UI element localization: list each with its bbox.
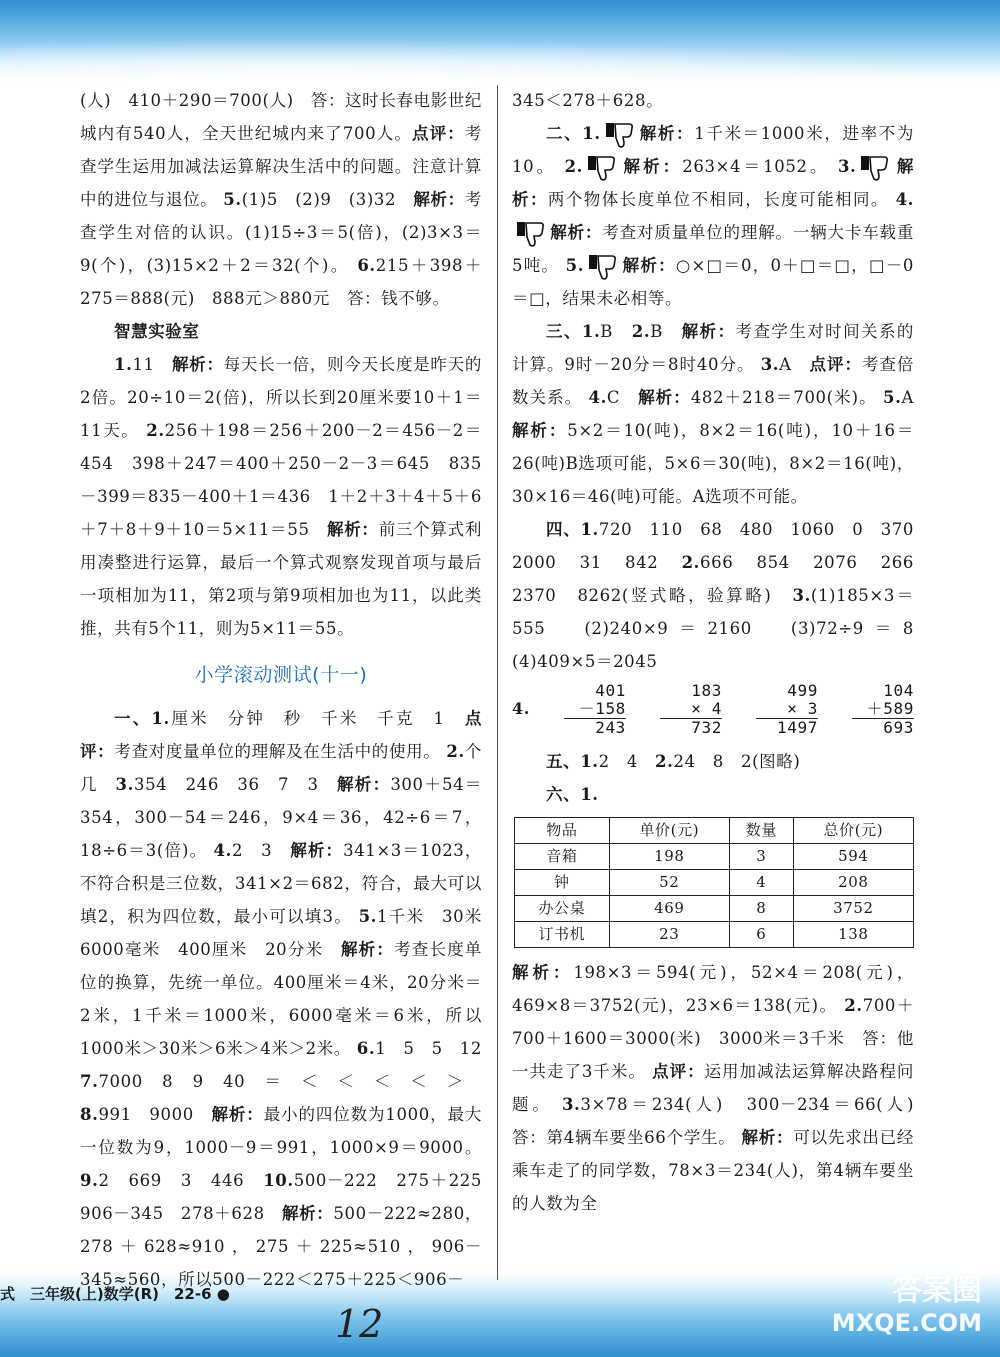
calc-operand: × 3 [756,700,818,719]
thumbs-down-icon [605,122,635,148]
item-number: 四、1. [546,520,599,539]
text: 482＋218＝700(米)。 [690,388,877,407]
label-analysis: 解析： [638,388,691,407]
label-comment: 点评： [80,709,482,761]
test-part-four [512,513,932,678]
text: 7000 8 9 40 ＝ ＜ ＜ ＜ ＜ ＞ [98,1072,482,1091]
item-number: 三、1. [546,322,601,341]
table-cell: 4 [729,870,793,896]
continuation-line: 345＜278＋628。 [512,91,664,110]
item-number: 4. [588,388,607,407]
calc-operand: 401 [595,681,626,700]
vertical-calc-2 [660,682,722,737]
thumbs-down-icon [516,221,546,247]
text: 考查学生对时间关系的计算。9时－20分＝8时40分。 [512,322,915,374]
text: 1千米 30米 6000毫米 400厘米 20分米 [80,907,500,959]
test-part-three [512,315,914,513]
table-cell: 208 [793,870,913,896]
item-number: 2. [446,742,465,761]
text: 500－222 275＋225 906－345 278＋628 [80,1171,500,1223]
top-decorative-band [0,0,1000,82]
label-analysis: 解析： [621,157,683,176]
test-part-two [512,117,914,315]
text: 300＋54＝354，300－54＝246，9×4＝36，42÷6＝7，18÷6＝3(倍)。 [80,775,482,860]
text: 720 110 68 480 1060 0 370 2000 31 842 [512,520,932,572]
column-header: 数量 [729,818,793,844]
text: 运用加减法运算解决路程问题。 [512,1062,914,1114]
text: 可以先求出已经乘车走了的同学数，78×3＝234(人)，第4辆车要坐的人数为全 [512,1128,914,1213]
text: C [606,388,639,407]
text: 2 669 3 446 [98,1171,264,1190]
item-number: 二、1. [546,124,601,143]
item-number: 4. [895,190,914,209]
text: 考查对度量单位的理解及在生活中的使用。 [114,742,441,761]
text: 3×78＝234(人) 300－234＝66(人) 答：第4辆车要坐66个学生。 [512,1095,932,1147]
item-number: 9. [80,1171,99,1190]
column-divider [497,85,498,1280]
text: B [600,322,632,341]
text: 198×3＝594(元)，52×4＝208(元)，469×8＝3752(元)，23×6＝138(元)。 [512,963,914,1015]
label-analysis: 解析： [281,1204,334,1223]
vertical-calc-4 [852,682,914,737]
text: 354 246 36 7 3 [133,775,338,794]
text: 11 [132,355,172,374]
text: 两个物体长度单位不相同，长度可能相同。 [547,190,889,209]
table-cell: 订书机 [515,922,610,948]
text: 1千米＝1000米，进率不为10。 [512,124,914,176]
item-number: 6. [357,256,376,275]
table-cell: 音箱 [515,844,610,870]
test-part-six-answers [512,956,932,1220]
item-number: 2. [844,996,863,1015]
text: A [901,388,914,407]
table-row [515,870,914,896]
label-comment: 点评： [412,124,465,143]
item-number: 2. [631,322,651,341]
item-number: 3. [792,586,811,605]
label-analysis: 解析： [172,355,224,374]
calc-operand: × 4 [660,700,722,719]
text: B [650,322,682,341]
label-comment: 点评： [809,355,862,374]
item-number: 一、1. [114,709,170,728]
table-cell: 3752 [793,896,913,922]
item-number: 3. [561,1095,581,1114]
label-analysis: 解析： [681,322,736,341]
label-analysis: 解析： [622,256,676,275]
calc-operand: ＋589 [852,700,914,719]
price-table [514,817,914,948]
item-number: 5. [883,388,902,407]
table-cell: 594 [793,844,913,870]
text: 个 几 [80,742,500,794]
text: 700＋700＋1600＝3000(米) 3000米＝3千米 答：他一共走了3千米。 [512,996,914,1081]
vertical-calculations [512,682,914,737]
watermark-url: MXQE.COM [831,1309,982,1337]
item-number: 3. [115,775,134,794]
calc-result: 243 [595,718,626,737]
label-analysis: 解析： [413,190,465,209]
text: 前三个算式利用凑整进行运算，最后一个算式观察发现首项与最后一项相加为11，第2项与第9项相加也为11，以此类推，共有5个11，则为5×11＝55。 [80,520,482,638]
item-number: 2. [146,421,165,440]
text: 24 8 2(图略) [673,752,801,771]
label-analysis: 解析： [290,841,344,860]
calc-operand: 104 [883,681,914,700]
table-cell: 138 [793,922,913,948]
item-number: 1. [114,355,133,374]
text: 341×3＝1023，不符合积是三位数，341×2＝682，符合，最大可以填2，积为四位数，最小可以填3。 [80,841,482,926]
label-comment: 点评： [652,1062,705,1081]
label-analysis: 解析： [512,421,568,440]
text: (人) 410＋290＝700(人) 答：这时长春电影世纪城内有540人，全天世纪城内来了700人。 [80,91,482,143]
item-number: 7. [80,1072,99,1091]
calc-operand: 499 [787,681,818,700]
label-analysis: 解析： [326,520,379,539]
text: 考查学生运用加减法运算解决生活中的问题。注意计算中的进位与退位。 [80,124,482,209]
text: 考查学生对倍的认识。(1)15÷3＝5(倍)，(2)3×3＝9(个)，(3)15×2＋2＝32(个)。 [80,190,482,275]
table-row [515,896,914,922]
table-header-row [515,818,914,844]
label-analysis: 解析： [638,124,695,143]
table-row [515,922,914,948]
label-analysis: 解析： [550,223,603,242]
table-cell: 办公桌 [515,896,610,922]
text: 2 4 [598,752,656,771]
item-number: 4. [512,699,530,718]
text: (1)185×3＝555 (2)240×9＝2160 (3)72÷9＝8 (4)409×5＝2045 [512,586,932,671]
table-cell: 23 [609,922,729,948]
text: 1 5 5 12 [375,1039,500,1058]
watermark [832,1265,982,1337]
text: A [779,355,810,374]
table-cell: 6 [729,922,793,948]
thumbs-down-icon [588,254,618,280]
thumbs-down-icon [587,155,617,181]
table-cell: 8 [729,896,793,922]
text: 最小的四位数为1000，最大一位数为9，1000－9＝991，1000×9＝9000。 [80,1105,482,1157]
text: 考查长度单位的换算，先统一单位。400厘米＝4米，20分米＝2米，1千米＝1000米，6000毫米＝6米，所以1000米＞30米＞6米＞4米＞2米。 [80,940,482,1058]
watermark-logo-text: 答案圈 [892,1273,982,1308]
item-number: 5. [358,907,377,926]
vertical-calc-3 [756,682,818,737]
thumbs-down-icon [860,155,890,181]
vertical-calc-1 [564,682,626,737]
calc-result: 732 [691,718,722,737]
item-number: 3. [837,157,857,176]
top-wave [0,38,1000,82]
label-analysis: 解析： [211,1105,264,1124]
item-number: 6. [356,1039,376,1058]
text: 991 9000 [98,1105,212,1124]
item-number: 五、1. [546,752,599,771]
text: 5×2＝10(吨)，8×2＝16(吨)，10＋16＝26(吨)B选项可能，5×6＝30(吨)，8×2＝16(吨)，30×16＝46(吨)可能。A选项不可能。 [512,421,914,506]
text: 666 854 2076 266 2370 8262(竖式略，验算略) [512,553,932,605]
calc-operand: 183 [691,681,722,700]
text: 考查对质量单位的理解。一辆大卡车载重5吨。 [512,223,914,275]
test-part-one [80,702,500,1296]
label-analysis: 解析： [512,963,574,982]
item-number: 8. [80,1105,99,1124]
label-analysis: 解析： [512,157,914,209]
item-number: 六、1. [546,785,599,804]
column-header: 单价(元) [609,818,729,844]
text: 256＋198＝256＋200－2＝456－2＝454 398＋247＝400＋250－2－3＝645 835－399＝835－400＋1＝436 1＋2＋3＋4＋5＋6＋7＋8＋9＋10＝5×11＝55 [80,421,482,539]
text: 215＋398＋275＝888(元) 888元＞880元 答：钱不够。 [80,256,482,308]
calc-result: 693 [883,718,914,737]
table-cell: 3 [729,844,793,870]
item-number: 5. [223,190,242,209]
text: 500－222≈280，278＋628≈910，275＋225≈510，906－345≈560，所以500－222＜275＋225＜906－ [80,1204,482,1289]
answer-paragraph-1 [80,84,482,315]
calc-result: 1497 [777,718,818,737]
text: 考查倍数关系。 [512,355,914,407]
item-number: 2. [655,752,674,771]
handwritten-page-number: 12 [335,1302,384,1346]
label-analysis: 解析： [337,775,391,794]
text: ○×□＝0，0＋□＝□，□－0＝□，结果未必相等。 [512,256,914,308]
test-section-title: 小学滚动测试(十一) [194,664,368,686]
table-cell: 198 [609,844,729,870]
table-cell: 钟 [515,870,610,896]
text: 厘米 分钟 秒 千米 千克 1 [169,709,465,728]
right-column [512,84,932,1220]
label-analysis: 解析： [340,940,395,959]
test-part-five [512,745,914,778]
table-cell: 52 [609,870,729,896]
test-part-six-heading [512,778,914,811]
label-analysis: 解析： [741,1128,794,1147]
lab-answer-1 [80,348,482,645]
item-number: 4. [213,841,232,860]
item-number: 3. [760,355,780,374]
calc-operand: －158 [564,700,626,719]
item-number: 2. [564,157,584,176]
left-column [80,84,500,1296]
table-row [515,844,914,870]
lab-heading: 智慧实验室 [114,322,200,341]
column-header: 物品 [515,818,610,844]
item-number: 2. [681,553,701,572]
text: (1)5 (2)9 (3)32 [241,190,414,209]
table-cell: 469 [609,896,729,922]
column-header: 总价(元) [793,818,913,844]
text: 每天长一倍，则今天长度是昨天的2倍。20÷10＝2(倍)，所以长到20厘米要10＋1＝11天。 [80,355,482,440]
text: 263×4＝1052。 [682,157,830,176]
item-number: 10. [263,1171,294,1190]
text: 2 3 [231,841,291,860]
item-number: 5. [565,256,585,275]
page-footer: 式 三年级(上)数学(R) 22-6 ● [0,1285,230,1303]
